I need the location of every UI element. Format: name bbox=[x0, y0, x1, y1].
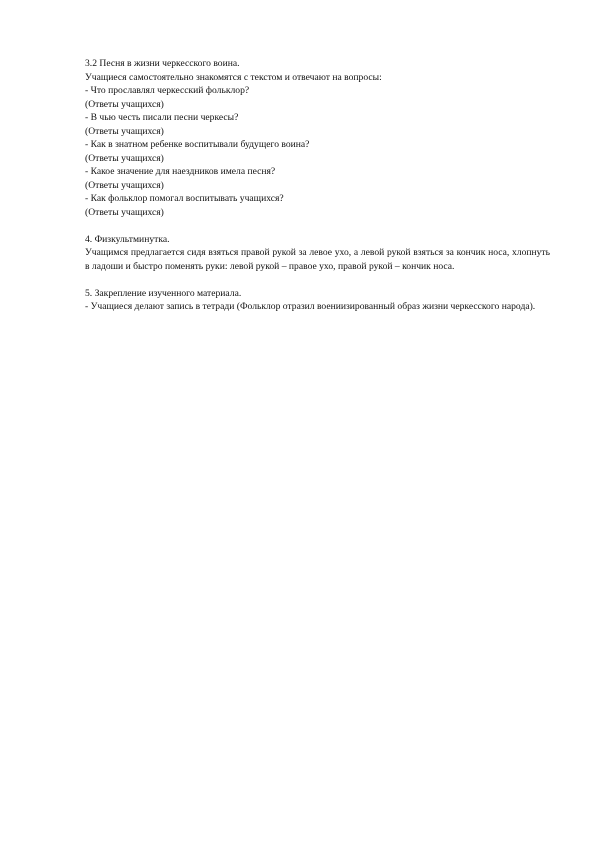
answer-1: (Ответы учащихся) bbox=[85, 98, 164, 110]
section-5-body: - Учащиеся делают запись в тетради (Фольклор отразил воениизированный образ жизни черкесского народа). bbox=[85, 301, 536, 312]
answer-2: (Ответы учащихся) bbox=[85, 125, 164, 137]
answer-4: (Ответы учащихся) bbox=[85, 179, 164, 191]
question-1: - Что прославлял черкесский фольклор? bbox=[85, 85, 250, 96]
document-body bbox=[85, 57, 550, 314]
answer-3: (Ответы учащихся) bbox=[85, 152, 164, 164]
section-3-2-heading: 3.2 Песня в жизни черкесского воина. bbox=[85, 58, 240, 69]
section-4-body: Учащимся предлагается сидя взяться правой рукой за левое ухо, а левой рукой взяться за кончик носа, хлопнуть в ладоши и быстро поменять руки: левой рукой – правое ухо, правой рукой – кончик носа. bbox=[85, 247, 550, 272]
section-5-heading: 5. Закрепление изученного материала. bbox=[85, 287, 242, 299]
question-3: - Как в знатном ребенке воспитывали будущего воина? bbox=[85, 139, 310, 150]
answer-5: (Ответы учащихся) bbox=[85, 206, 164, 218]
section-4-heading: 4. Физкультминутка. bbox=[85, 233, 170, 245]
question-4: - Какое значение для наездников имела песня? bbox=[85, 166, 276, 177]
paragraph-spacer bbox=[85, 219, 550, 233]
paragraph-spacer bbox=[85, 273, 550, 287]
section-3-2-intro: Учащиеся самостоятельно знакомятся с текстом и отвечают на вопросы: bbox=[85, 71, 382, 83]
question-2: - В чью честь писали песни черкесы? bbox=[85, 112, 239, 123]
question-5: - Как фольклор помогал воспитывать учащихся? bbox=[85, 193, 284, 204]
